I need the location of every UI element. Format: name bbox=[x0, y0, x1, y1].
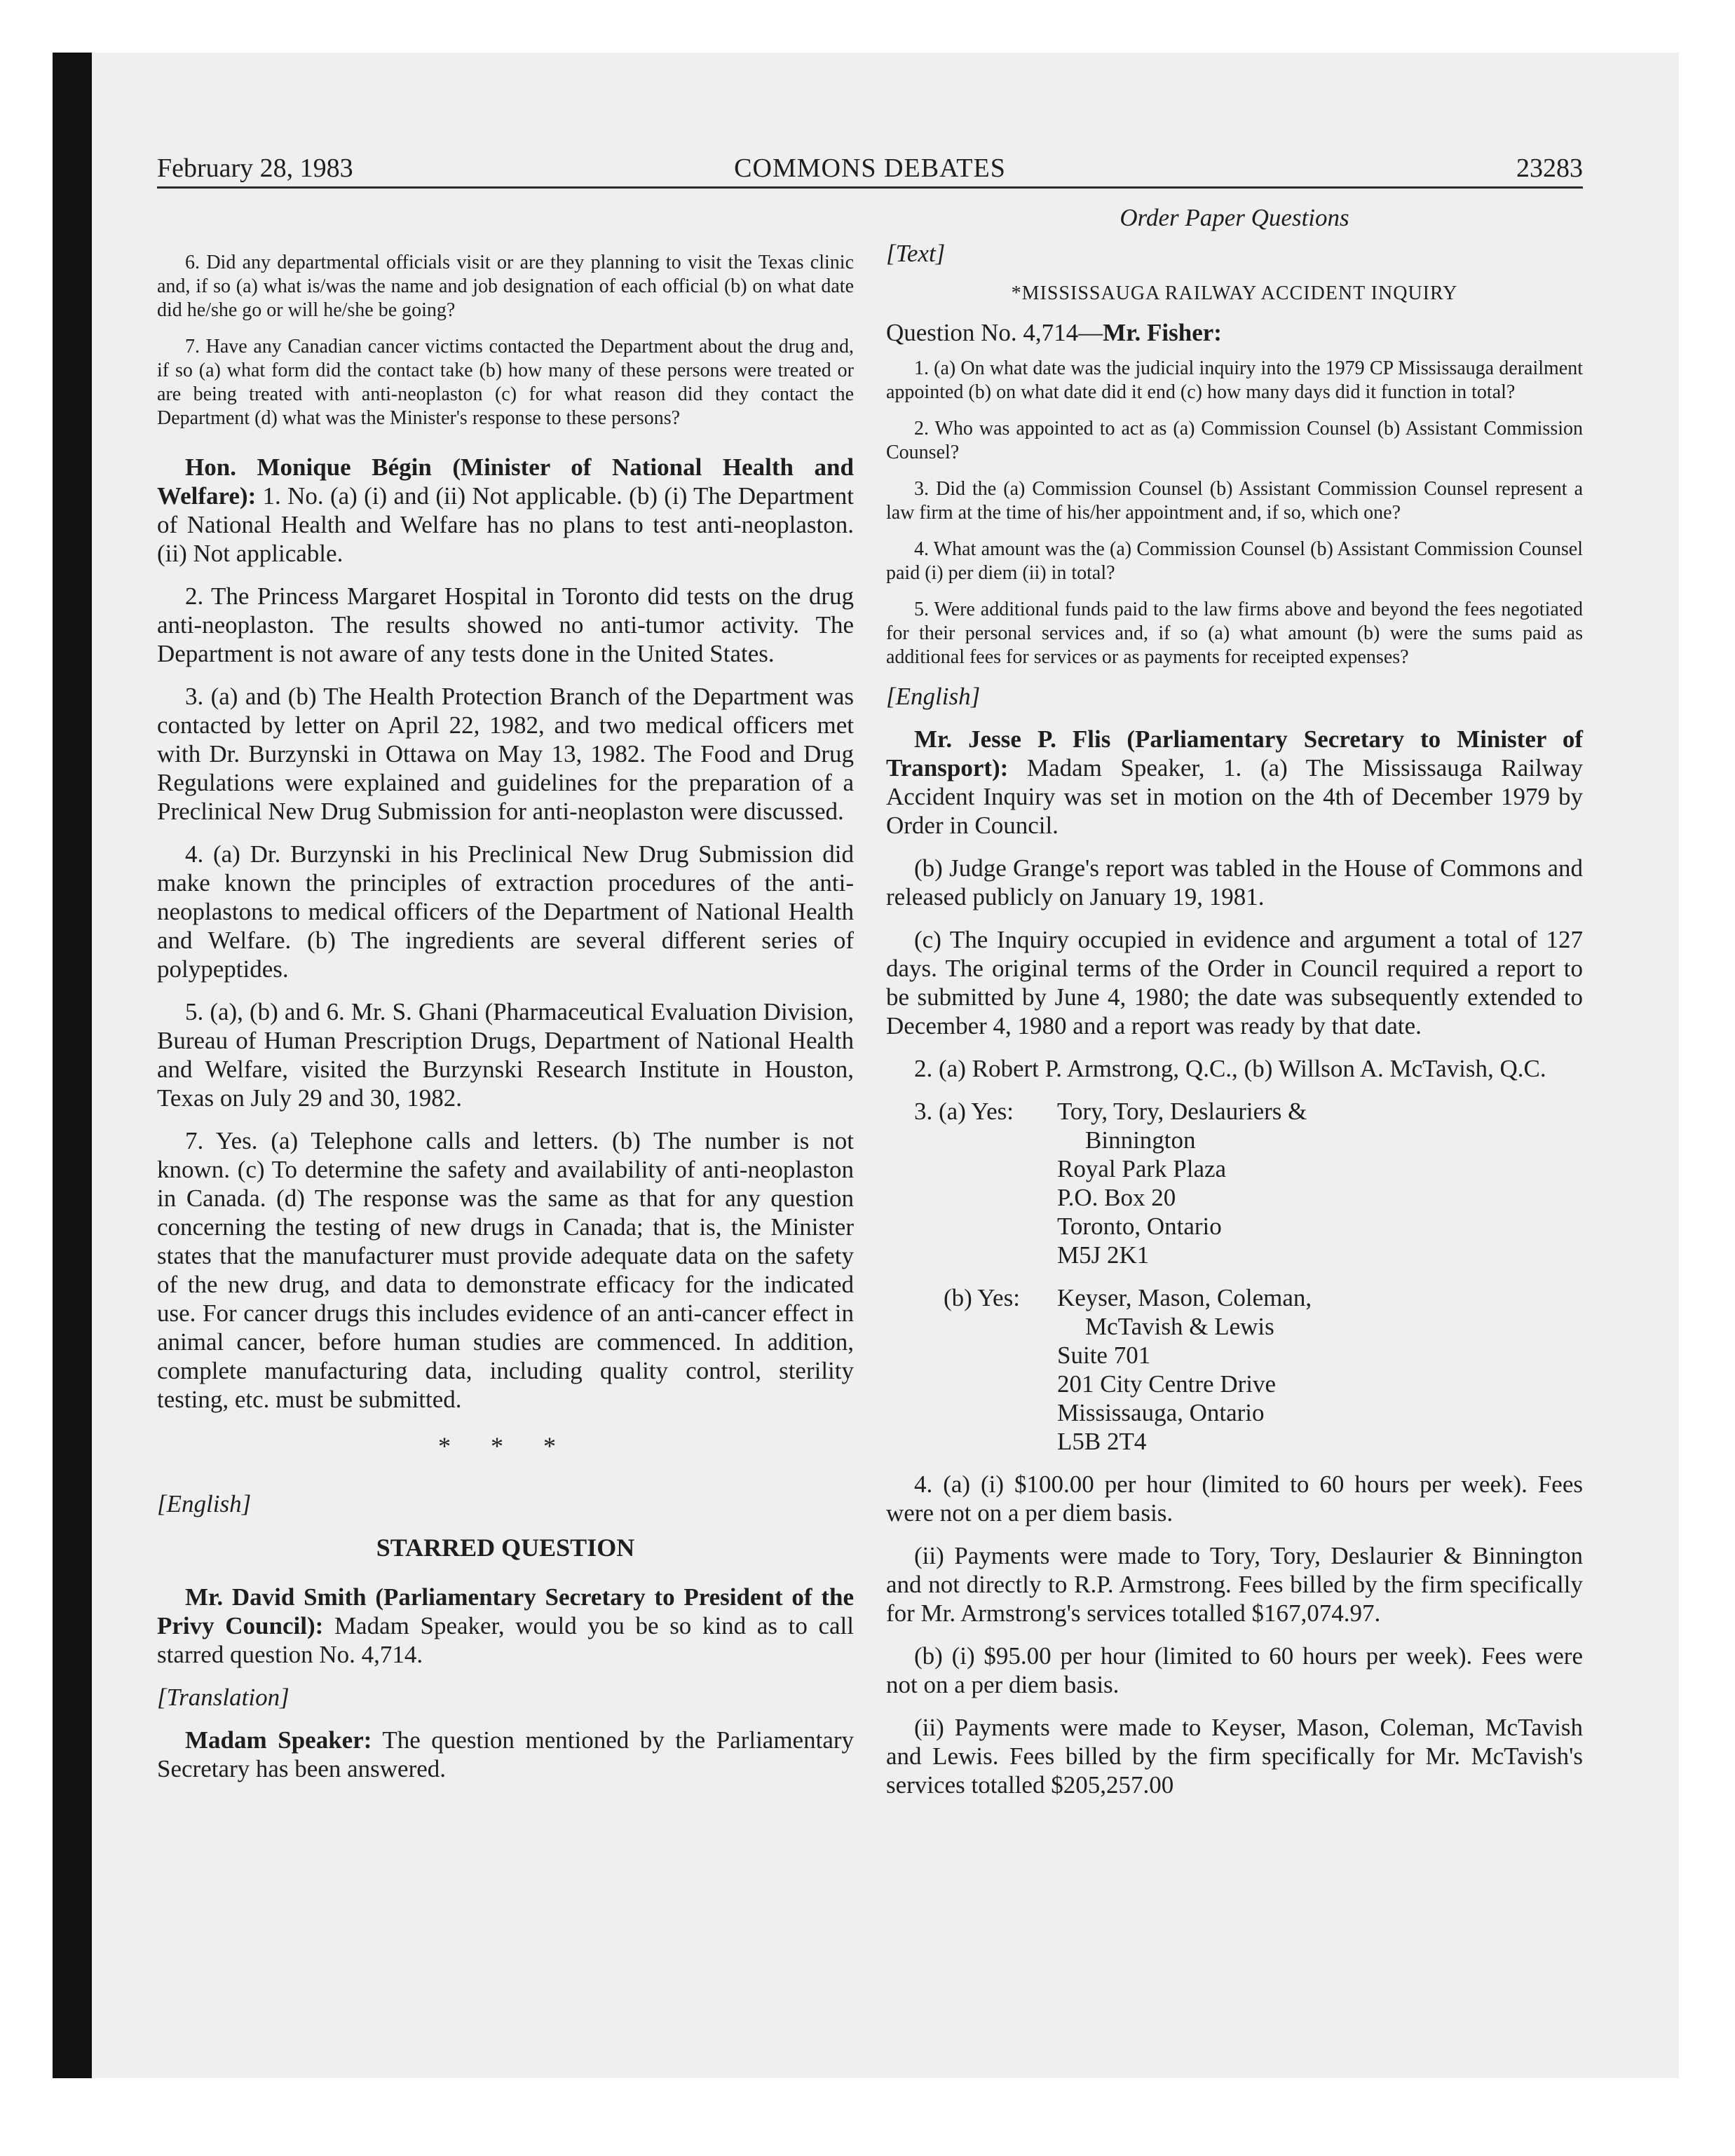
address-line: Suite 701 bbox=[1057, 1342, 1151, 1369]
language-tag-text: [Text] bbox=[886, 240, 946, 267]
flis-answer-4bii: (ii) Payments were made to Keyser, Mason, Coleman, McTavish and Lewis. Fees billed by the firm specifically for Mr. McTavish's services totalled $205,257.00 bbox=[886, 1714, 1583, 1799]
flis-answer-2: 2. (a) Robert P. Armstrong, Q.C., (b) Willson A. McTavish, Q.C. bbox=[914, 1055, 1546, 1082]
header-publication: COMMONS DEBATES bbox=[734, 153, 1006, 183]
question-6: 6. Did any departmental officials visit or are they planning to visit the Texas clinic and, if so (a) what is/was the name and job designation of each official (b) on what date did he/she go or will he/she be going? bbox=[157, 252, 854, 321]
language-tag-english: [English] bbox=[157, 1490, 252, 1517]
smith-intervention bbox=[157, 1583, 854, 1669]
starred-question-heading: STARRED QUESTION bbox=[376, 1534, 635, 1562]
address-block-keyser bbox=[1057, 1283, 1312, 1456]
question-number bbox=[886, 318, 1583, 347]
speaker-smith: Mr. David Smith (Parliamentary Secretary to President of the Privy Council): bbox=[157, 1583, 854, 1639]
address-line: Toronto, Ontario bbox=[1057, 1213, 1222, 1240]
answer-3: 3. (a) and (b) The Health Protection Branch of the Department was contacted by letter on April 22, 1982, and two medical officers met with Dr. Burzynski in Ottawa on May 13, 1982. The Food and Drug Regulations were explained and guidelines for the preparation of a Preclinical New Drug Submission for anti-neoplaston were discussed. bbox=[157, 683, 854, 825]
address-line: M5J 2K1 bbox=[1057, 1241, 1150, 1269]
flis-answer-1c: (c) The Inquiry occupied in evidence and argument a total of 127 days. The original terms of the Order in Council required a report to be submitted by June 4, 1980; the date was subsequently extended to December 4, 1980 and a report was ready by that date. bbox=[886, 926, 1583, 1039]
order-question-4: 4. What amount was the (a) Commission Counsel (b) Assistant Commission Counsel paid (i) per diem (ii) in total? bbox=[886, 538, 1583, 584]
section-title: Order Paper Questions bbox=[1120, 204, 1349, 231]
question-7: 7. Have any Canadian cancer victims contacted the Department about the drug and, if so (a) what form did the contact take (b) how many of these persons were treated or are being treated with anti-neoplaston (c) for what reason did they contact the Department (d) what was the Minister's response to these persons? bbox=[157, 336, 854, 429]
address-line: P.O. Box 20 bbox=[1057, 1184, 1176, 1211]
section-break-stars: * * * bbox=[438, 1432, 573, 1460]
order-question-5: 5. Were additional funds paid to the law firms above and beyond the fees negotiated for their personal services and, if so (a) what amount (b) were the sums paid as additional fees for services or as payments for receipted expenses? bbox=[886, 599, 1583, 668]
language-tag-translation: [Translation] bbox=[157, 1684, 290, 1711]
smith-text: Madam Speaker, would you be so kind as to call starred question No. 4,714. bbox=[157, 1612, 855, 1668]
address-line: McTavish & Lewis bbox=[1085, 1313, 1274, 1340]
order-question-3: 3. Did the (a) Commission Counsel (b) Assistant Commission Counsel represent a law firm at the time of his/her appointment and, if so, which one? bbox=[886, 478, 1583, 524]
scan-border bbox=[0, 0, 1735, 53]
flis-answer-3a bbox=[886, 1097, 1583, 1269]
address-line: Binnington bbox=[1085, 1126, 1196, 1154]
inquiry-title: *MISSISSAUGA RAILWAY ACCIDENT INQUIRY bbox=[1011, 282, 1458, 304]
address-line: 201 City Centre Drive bbox=[1057, 1370, 1277, 1398]
answer-3a-label: 3. (a) Yes: bbox=[914, 1098, 1014, 1125]
header-rule bbox=[157, 186, 1583, 189]
language-tag-english-right: [English] bbox=[886, 683, 981, 710]
flis-answer-1a-text: Madam Speaker, 1. (a) The Mississauga Railway Accident Inquiry was set in motion on the 4th of December 1979 by Order in Council. bbox=[886, 754, 1583, 839]
question-number-label: Question No. 4,714— bbox=[886, 319, 1103, 346]
speaker-begin: Hon. Monique Bégin (Minister of National Health and Welfare): bbox=[157, 453, 854, 510]
running-header bbox=[157, 153, 1583, 186]
order-question-1: 1. (a) On what date was the judicial inquiry into the 1979 CP Mississauga derailment appointed (b) on what date did it end (c) how many days did it function in total? bbox=[886, 357, 1583, 403]
address-line: Tory, Tory, Deslauriers & bbox=[1057, 1098, 1307, 1125]
answer-3b-label: (b) Yes: bbox=[944, 1284, 1020, 1311]
header-page-number: 23283 bbox=[1516, 153, 1583, 183]
right-column bbox=[886, 203, 1583, 1813]
answer-7: 7. Yes. (a) Telephone calls and letters. (b) The number is not known. (c) To determine the safety and availability of anti-neoplaston in Canada. (d) The response was the same as that for any question concerning the testing of new drugs in Canada; that is, the Minister states that the manufacturer must provide adequate data on the safety of the new drug, and data to demonstrate efficacy for the indicated use. For cancer drugs this includes evidence of an anti-cancer effect in animal cancer, before human studies are commenced. In addition, complete manufacturing data, including quality control, sterility testing, etc. must be submitted. bbox=[157, 1127, 854, 1413]
header-date: February 28, 1983 bbox=[157, 153, 353, 183]
answer-1 bbox=[157, 453, 854, 568]
speaker-madam-speaker: Madam Speaker: bbox=[185, 1726, 372, 1754]
flis-answer-1a bbox=[886, 725, 1583, 840]
order-question-2: 2. Who was appointed to act as (a) Commission Counsel (b) Assistant Commission Counsel? bbox=[886, 418, 1583, 463]
address-line: L5B 2T4 bbox=[1057, 1428, 1147, 1455]
flis-answer-4aii: (ii) Payments were made to Tory, Tory, Deslaurier & Binnington and not directly to R.P. Armstrong. Fees billed by the firm specifically for Mr. Armstrong's services totalled $167,074.97. bbox=[886, 1542, 1583, 1627]
scan-shadow-edge bbox=[53, 53, 92, 2078]
flis-answer-4bi: (b) (i) $95.00 per hour (limited to 60 hours per week). Fees were not on a per diem basis. bbox=[886, 1642, 1583, 1698]
address-block-tory bbox=[1057, 1097, 1307, 1269]
flis-answer-3b bbox=[886, 1283, 1583, 1456]
madam-speaker-intervention bbox=[157, 1726, 854, 1783]
flis-answer-1b: (b) Judge Grange's report was tabled in the House of Commons and released publicly on January 19, 1981. bbox=[886, 854, 1583, 910]
left-column bbox=[157, 203, 854, 1797]
answer-2: 2. The Princess Margaret Hospital in Toronto did tests on the drug anti-neoplaston. The results showed no anti-tumor activity. The Department is not aware of any tests done in the United States. bbox=[157, 582, 854, 667]
answer-4: 4. (a) Dr. Burzynski in his Preclinical New Drug Submission did make known the principles of extraction procedures of the anti-neoplastons to medical officers of the Department of National Health and Welfare. (b) The ingredients are several different series of polypeptides. bbox=[157, 840, 854, 983]
address-line: Mississauga, Ontario bbox=[1057, 1399, 1265, 1426]
answer-1-text: 1. No. (a) (i) and (ii) Not applicable. (b) (i) The Department of National Health and Welfare has no plans to test anti-neoplaston. (ii) Not applicable. bbox=[157, 482, 854, 567]
address-line: Royal Park Plaza bbox=[1057, 1155, 1227, 1182]
answer-5: 5. (a), (b) and 6. Mr. S. Ghani (Pharmaceutical Evaluation Division, Bureau of Human Prescription Drugs, Department of National Health and Welfare, visited the Burzynski Research Institute in Houston, Texas on July 29 and 30, 1982. bbox=[157, 998, 854, 1112]
address-line: Keyser, Mason, Coleman, bbox=[1057, 1284, 1312, 1311]
speaker-flis: Mr. Jesse P. Flis (Parliamentary Secretary to Minister of Transport): bbox=[886, 725, 1583, 782]
question-mp: Mr. Fisher: bbox=[1103, 319, 1222, 346]
flis-answer-4ai: 4. (a) (i) $100.00 per hour (limited to 60 hours per week). Fees were not on a per diem basis. bbox=[886, 1471, 1583, 1527]
madam-speaker-text: The question mentioned by the Parliamentary Secretary has been answered. bbox=[157, 1726, 855, 1782]
